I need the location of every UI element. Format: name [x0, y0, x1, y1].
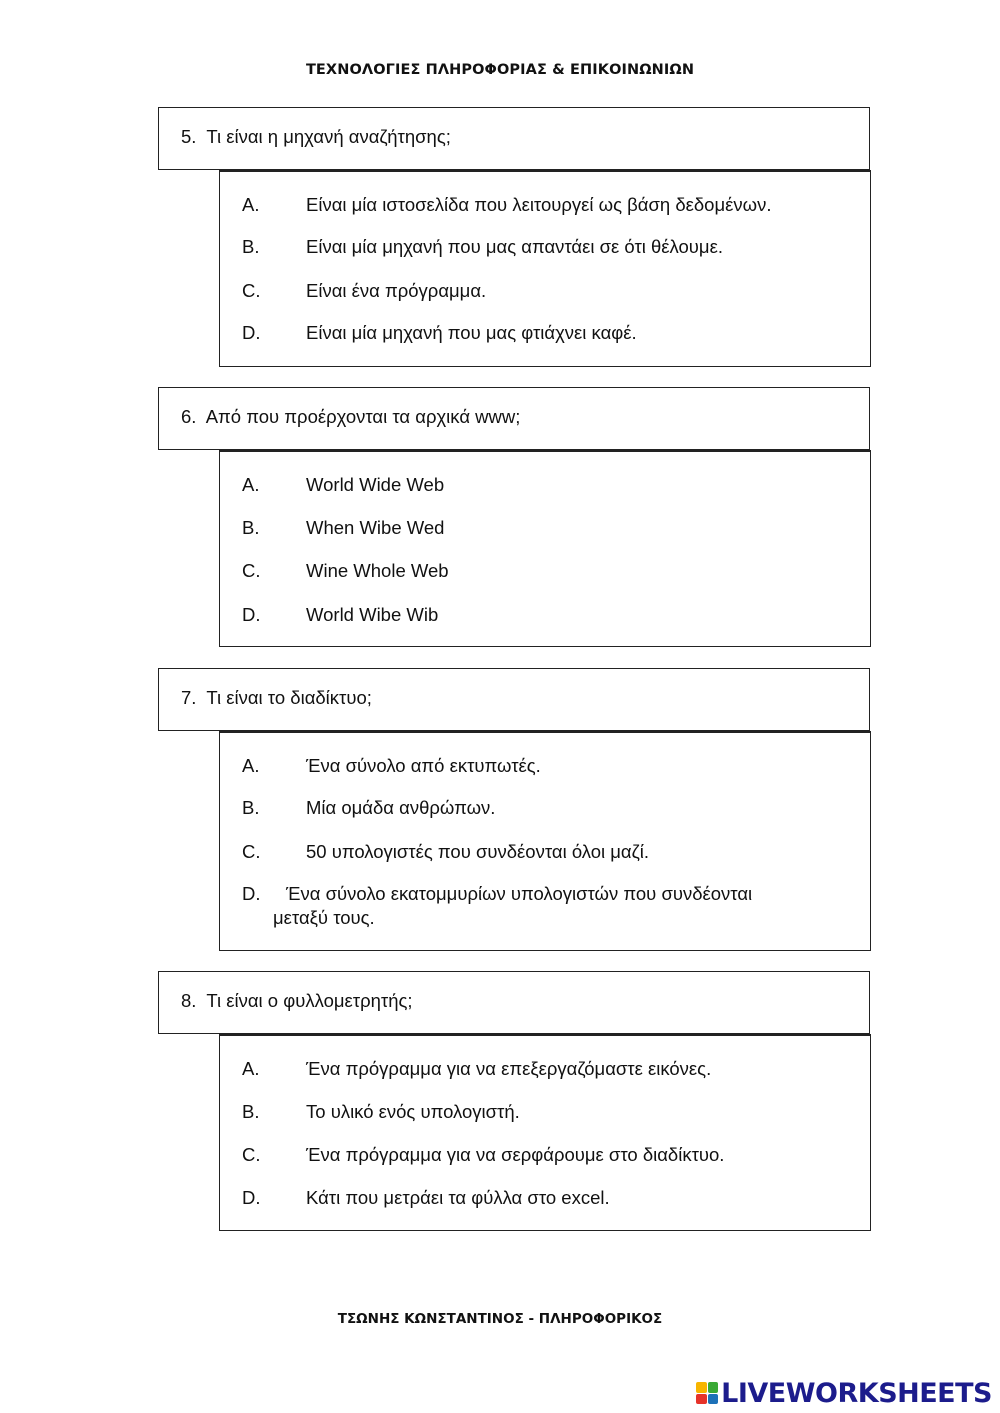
logo-tile: [708, 1382, 719, 1393]
question-text-7: 7. Τι είναι το διαδίκτυο;: [181, 687, 372, 708]
answers-box-8: [219, 1034, 871, 1231]
question-box-6: [158, 387, 870, 450]
answer-option[interactable]: D. Είναι μία μηχανή που μας φτιάχνει καφέ.: [242, 322, 637, 343]
answer-option[interactable]: C. Είναι ένα πρόγραμμα.: [242, 280, 487, 301]
answer-option[interactable]: A. Ένα πρόγραμμα για να επεξεργαζόμαστε εικόνες.: [242, 1058, 712, 1079]
answer-option[interactable]: B. When Wibe Wed: [242, 517, 445, 538]
answer-option[interactable]: C. Ένα πρόγραμμα για να σερφάρουμε στο διαδίκτυο.: [242, 1144, 725, 1165]
answer-option[interactable]: D. Ένα σύνολο εκατομμυρίων υπολογιστών που συνδέονται μεταξύ τους.: [242, 883, 753, 928]
answer-option[interactable]: C. 50 υπολογιστές που συνδέονται όλοι μαζί.: [242, 841, 650, 862]
question-box-8: [158, 971, 870, 1034]
page-title: ΤΕΧΝΟΛΟΓΙΕΣ ΠΛΗΡΟΦΟΡΙΑΣ & ΕΠΙΚΟΙΝΩΝΙΩΝ: [305, 62, 695, 78]
question-box-7: [158, 668, 870, 731]
answer-option[interactable]: B. Μία ομάδα ανθρώπων.: [242, 797, 496, 818]
question-text-6: 6. Από που προέρχονται τα αρχικά www;: [181, 406, 521, 427]
answer-option[interactable]: A. Ένα σύνολο από εκτυπωτές.: [242, 755, 541, 776]
brand-name: LIVEWORKSHEETS: [721, 1377, 992, 1409]
answer-option[interactable]: D. Κάτι που μετράει τα φύλλα στο excel.: [242, 1187, 610, 1208]
answers-box-5: [219, 170, 871, 367]
answer-option[interactable]: A. Είναι μία ιστοσελίδα που λειτουργεί ως βάση δεδομένων.: [242, 194, 772, 215]
brand-logo[interactable]: [696, 1378, 992, 1408]
answer-option[interactable]: D. World Wibe Wib: [242, 604, 439, 625]
answer-option[interactable]: B. Είναι μία μηχανή που μας απαντάει σε ότι θέλουμε.: [242, 236, 723, 257]
logo-tile: [708, 1394, 719, 1405]
question-text-8: 8. Τι είναι ο φυλλομετρητής;: [181, 990, 413, 1011]
answers-box-6: [219, 450, 871, 647]
answer-option[interactable]: C. Wine Whole Web: [242, 560, 449, 581]
question-text-5: 5. Τι είναι η μηχανή αναζήτησης;: [181, 126, 451, 147]
question-box-5: [158, 107, 870, 170]
answer-option[interactable]: A. World Wide Web: [242, 474, 445, 495]
logo-tile: [696, 1394, 707, 1405]
answer-option[interactable]: B. Το υλικό ενός υπολογιστή.: [242, 1101, 520, 1122]
logo-tile: [696, 1382, 707, 1393]
footer-author: ΤΣΩΝΗΣ ΚΩΝΣΤΑΝΤΙΝΟΣ - ΠΛΗΡΟΦΟΡΙΚΟΣ: [337, 1311, 663, 1327]
answers-box-7: [219, 731, 871, 951]
liveworksheets-logo-icon: [696, 1382, 718, 1404]
